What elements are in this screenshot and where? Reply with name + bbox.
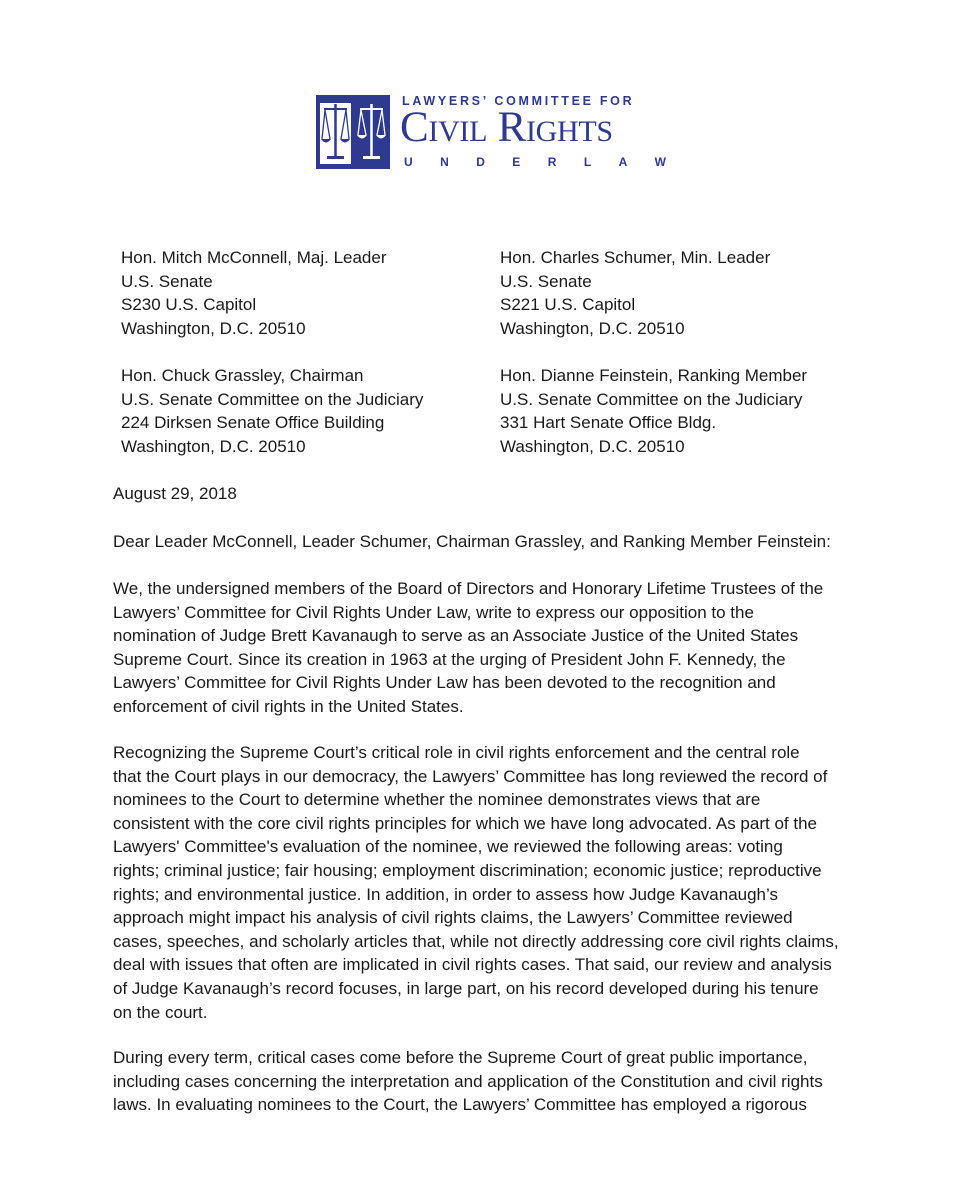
wordmark-line-3 xyxy=(404,155,666,169)
address-line: Hon. Dianne Feinstein, Ranking Member xyxy=(500,366,808,385)
paragraph-line: Lawyers’ Committee for Civil Rights Under Law has been devoted to the recognition and xyxy=(113,673,776,693)
address-line: S221 U.S. Capitol xyxy=(500,295,636,315)
paragraph-line: Lawyers’ Committee for Civil Rights Under Law, write to express our opposition to the xyxy=(113,602,754,622)
paragraph-line: that the Court plays in our democracy, the Lawyers’ Committee has long reviewed the record of xyxy=(113,766,828,786)
wordmark-letter: D xyxy=(476,155,485,169)
salutation: Dear Leader McConnell, Leader Schumer, Chairman Grassley, and Ranking Member Feinstein: xyxy=(113,532,831,551)
paragraph-line: approach might impact his analysis of civil rights claims, the Lawyers’ Committee reviewed xyxy=(113,908,793,928)
address-line: Washington, D.C. 20510 xyxy=(121,318,306,338)
organization-wordmark xyxy=(400,92,666,172)
wordmark-letter: N xyxy=(440,155,449,169)
address-block-mcconnell xyxy=(121,246,461,340)
paragraph-line: of Judge Kavanaugh’s record focuses, in large part, on his record developed during his tenure xyxy=(113,978,819,998)
left-scale-pan xyxy=(320,100,351,164)
address-line: 331 Hart Senate Office Bldg. xyxy=(500,413,717,433)
address-line: Washington, D.C. 20510 xyxy=(500,436,685,456)
paragraph-line: consistent with the core civil rights principles for which we have long advocated. As part of the xyxy=(113,813,817,833)
paragraph-line: rights; criminal justice; fair housing; employment discrimination; economic justice; reproductive xyxy=(113,860,822,880)
paragraph-line: Recognizing the Supreme Court’s critical role in civil rights enforcement and the central role xyxy=(113,743,800,762)
wordmark-line-2: Civil Rights xyxy=(400,104,613,151)
paragraph-line: Lawyers' Committee's evaluation of the nominee, we reviewed the following areas: voting xyxy=(113,837,783,857)
address-line: Hon. Charles Schumer, Min. Leader xyxy=(500,248,771,267)
address-line: Washington, D.C. 20510 xyxy=(121,436,306,456)
wordmark-letter: E xyxy=(512,155,521,169)
address-line: U.S. Senate xyxy=(121,271,213,291)
paragraph-2 xyxy=(113,741,839,1024)
address-line: Hon. Mitch McConnell, Maj. Leader xyxy=(121,248,387,267)
paragraph-line: nomination of Judge Brett Kavanaugh to serve as an Associate Justice of the United States xyxy=(113,626,799,646)
address-line: Hon. Chuck Grassley, Chairman xyxy=(121,366,364,385)
address-line: 224 Dirksen Senate Office Building xyxy=(121,413,385,433)
wordmark-letter: A xyxy=(618,155,628,169)
paragraph-line: rights; and environmental justice. In addition, in order to assess how Judge Kavanaugh’s xyxy=(113,884,778,904)
paragraph-line: enforcement of civil rights in the United States. xyxy=(113,696,464,716)
wordmark-letter: U xyxy=(404,155,413,169)
paragraph-3 xyxy=(113,1046,823,1117)
scales-of-justice-logo xyxy=(316,95,390,169)
paragraph-line: Supreme Court. Since its creation in 1963 at the urging of President John F. Kennedy, the xyxy=(113,649,786,669)
paragraph-line: During every term, critical cases come before the Supreme Court of great public importance, xyxy=(113,1048,808,1067)
paragraph-line: cases, speeches, and scholarly articles that, while not directly addressing core civil rights claims, xyxy=(113,931,839,951)
address-line: U.S. Senate xyxy=(500,271,592,291)
paragraph-line: laws. In evaluating nominees to the Court, the Lawyers’ Committee has employed a rigorous xyxy=(113,1095,807,1115)
paragraph-line: We, the undersigned members of the Board of Directors and Honorary Lifetime Trustees of the xyxy=(113,579,824,598)
letterhead xyxy=(316,92,666,172)
wordmark-letter: L xyxy=(583,155,592,169)
address-block-grassley xyxy=(121,364,461,458)
wordmark-letter: W xyxy=(654,155,666,169)
wordmark-line-1: LAWYERS’ COMMITTEE FOR xyxy=(402,94,635,108)
address-line: Washington, D.C. 20510 xyxy=(500,318,685,338)
paragraph-line: nominees to the Court to determine whether the nominee demonstrates views that are xyxy=(113,790,761,810)
paragraph-1 xyxy=(113,577,823,719)
address-block-schumer xyxy=(500,246,840,340)
letter-date: August 29, 2018 xyxy=(113,484,237,503)
paragraph-line: deal with issues that often are implicated in civil rights cases. That said, our review and analysis xyxy=(113,955,832,975)
paragraph-line: including cases concerning the interpretation and application of the Constitution and civil rights xyxy=(113,1071,823,1091)
paragraph-line: on the court. xyxy=(113,1002,208,1022)
address-line: S230 U.S. Capitol xyxy=(121,295,257,315)
address-block-feinstein xyxy=(500,364,840,458)
address-line: U.S. Senate Committee on the Judiciary xyxy=(500,389,803,409)
wordmark-letter: R xyxy=(547,155,557,169)
address-line: U.S. Senate Committee on the Judiciary xyxy=(121,389,424,409)
